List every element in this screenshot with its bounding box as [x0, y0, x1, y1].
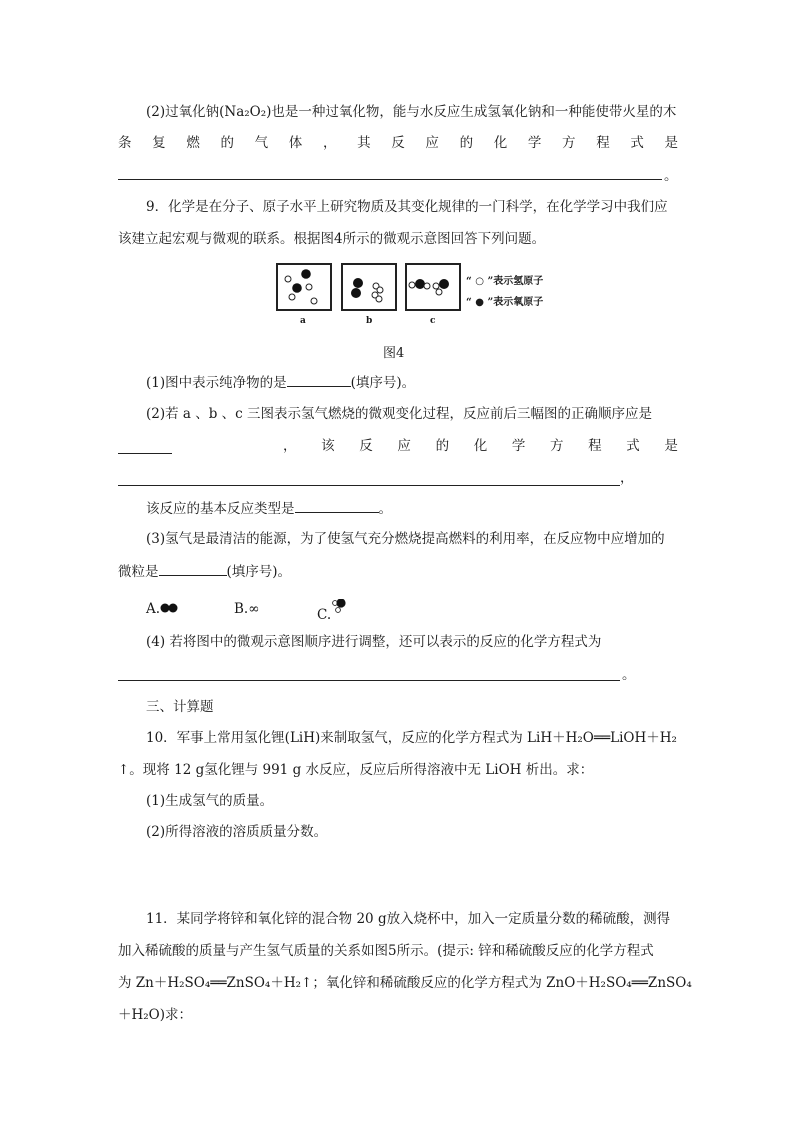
figure-caption: 图4 — [383, 346, 405, 361]
spread-char: 燃 — [186, 135, 200, 151]
option-a[interactable]: A. — [146, 599, 180, 619]
spread-char: 是 — [664, 135, 678, 151]
spread-char: 式 — [626, 438, 640, 454]
q9-part3-suffix: (填序号)。 — [226, 564, 292, 580]
spread-char: 应 — [425, 135, 439, 151]
spread-char: 学 — [511, 438, 526, 454]
q9-intro-line2: 该建立起宏观与微观的联系。根据图4所示的微观示意图回答下列问题。 — [118, 231, 546, 247]
q9-part2-order-blank[interactable] — [118, 453, 172, 454]
q9-intro-line1: 9．化学是在分子、原子水平上研究物质及其变化规律的一门科学，在化学学习中我们应 — [146, 199, 668, 215]
q9-reaction-type-end: 。 — [378, 501, 392, 517]
q9-part2-reaction-type — [146, 498, 678, 519]
oxygen-molecule-icon — [160, 602, 180, 614]
spread-char: 气 — [254, 135, 269, 151]
spread-char: 是 — [664, 438, 678, 454]
q8-part2-line1: (2)过氧化钠(Na₂O₂)也是一种过氧化物，能与水反应生成氢氧化钠和一种能使带火星的木 — [146, 104, 677, 120]
spread-char: 该 — [321, 438, 335, 454]
molecule-diagram-a — [278, 265, 330, 309]
q11-line3: 为 Zn＋H₂SO₄══ZnSO₄＋H₂↑；氧化锌和稀硫酸反应的化学方程式为 ZnO＋H₂SO₄══ZnSO₄ — [118, 975, 692, 991]
water-molecule-icon — [331, 599, 349, 619]
q11-line4: ＋H₂O)求： — [118, 1007, 193, 1023]
label-a: a — [300, 316, 306, 326]
spread-char: 反 — [359, 438, 373, 454]
q9-part1-suffix: (填序号)。 — [350, 375, 416, 391]
q9-part4-blank[interactable] — [118, 680, 620, 681]
spread-char: 的 — [435, 438, 450, 454]
q8-period: 。 — [664, 168, 678, 184]
spread-char: 的 — [220, 135, 234, 151]
q8-part2-line2 — [118, 133, 678, 153]
q9-reaction-type-prefix: 该反应的基本反应类型是 — [146, 501, 295, 517]
spread-char: 方 — [562, 135, 576, 151]
spread-char: 学 — [527, 135, 542, 151]
spread-char: 程 — [596, 135, 610, 151]
q9-part2-line2 — [283, 436, 678, 456]
q9-part3-prefix: 微粒是 — [118, 564, 159, 580]
q8-answer-blank[interactable] — [118, 179, 662, 180]
q9-part3-line1: (3)氢气是最清洁的能源，为了使氢气充分燃烧提高燃料的利用率，在反应物中应增加的 — [146, 531, 665, 547]
q9-part2-equation-blank[interactable] — [118, 485, 620, 486]
q10-part2: (2)所得溶液的溶质质量分数。 — [146, 824, 328, 840]
q9-part2-line1: (2)若 a 、b 、c 三图表示氢气燃烧的微观变化过程，反应前后三幅图的正确顺序应是 — [146, 406, 653, 422]
spread-char: 应 — [397, 438, 411, 454]
spread-char: 的 — [459, 135, 474, 151]
spread-char: 反 — [391, 135, 405, 151]
spread-char: ， — [283, 438, 297, 454]
q11-line1: 11．某同学将锌和氧化锌的混合物 20 g放入烧杯中，加入一定质量分数的稀硫酸，测得 — [146, 911, 671, 927]
q9-part2-comma: ， — [620, 470, 634, 486]
q9-part1 — [146, 372, 678, 393]
legend-hydrogen: “ ○ ”表示氢原子 — [466, 276, 544, 287]
option-c[interactable]: C. — [317, 599, 349, 625]
q11-line2: 加入稀硫酸的质量与产生氢气质量的关系如图5所示。(提示: 锌和稀硫酸反应的化学方程式 — [118, 943, 654, 959]
q9-part3-line2 — [118, 561, 678, 582]
q10-line2: ↑。现将 12 g氢化锂与 991 g 水反应，反应后所得溶液中无 LiOH 析出。求： — [118, 762, 594, 778]
label-b: b — [366, 316, 373, 326]
spread-char: 程 — [588, 438, 602, 454]
diagram-box-b — [341, 263, 397, 311]
spread-char: 化 — [473, 438, 488, 454]
q9-reaction-type-blank[interactable] — [295, 498, 379, 513]
spread-char: ， — [322, 135, 337, 151]
q9-part4-line1: (4) 若将图中的微观示意图顺序进行调整，还可以表示的反应的化学方程式为 — [146, 634, 602, 650]
legend-oxygen: “ ● ”表示氧原子 — [466, 297, 544, 308]
spread-char: 其 — [357, 135, 371, 151]
spread-char: 方 — [549, 438, 564, 454]
diagram-box-a — [276, 263, 332, 311]
q9-part1-prefix: (1)图中表示纯净物的是 — [146, 375, 287, 391]
spread-char: 式 — [630, 135, 644, 151]
option-b[interactable]: B.∞ — [234, 601, 260, 617]
q9-part3-blank[interactable] — [159, 561, 227, 576]
molecule-diagram-c — [407, 265, 459, 309]
diagram-box-c — [405, 263, 461, 311]
q9-part4-period: 。 — [622, 667, 636, 683]
q10-line1: 10．军事上常用氢化锂(LiH)来制取氢气，反应的化学方程式为 LiH＋H₂O══LiOH＋H₂ — [146, 730, 677, 746]
q10-part1: (1)生成氢气的质量。 — [146, 793, 274, 809]
q9-part1-blank[interactable] — [287, 372, 351, 387]
spread-char: 化 — [493, 135, 508, 151]
molecule-diagram-b — [343, 265, 395, 309]
label-c: c — [430, 316, 436, 326]
section-title: 三、计算题 — [146, 699, 214, 715]
spread-char: 体 — [288, 135, 303, 151]
spread-char: 复 — [152, 135, 166, 151]
spread-char: 条 — [118, 135, 132, 151]
